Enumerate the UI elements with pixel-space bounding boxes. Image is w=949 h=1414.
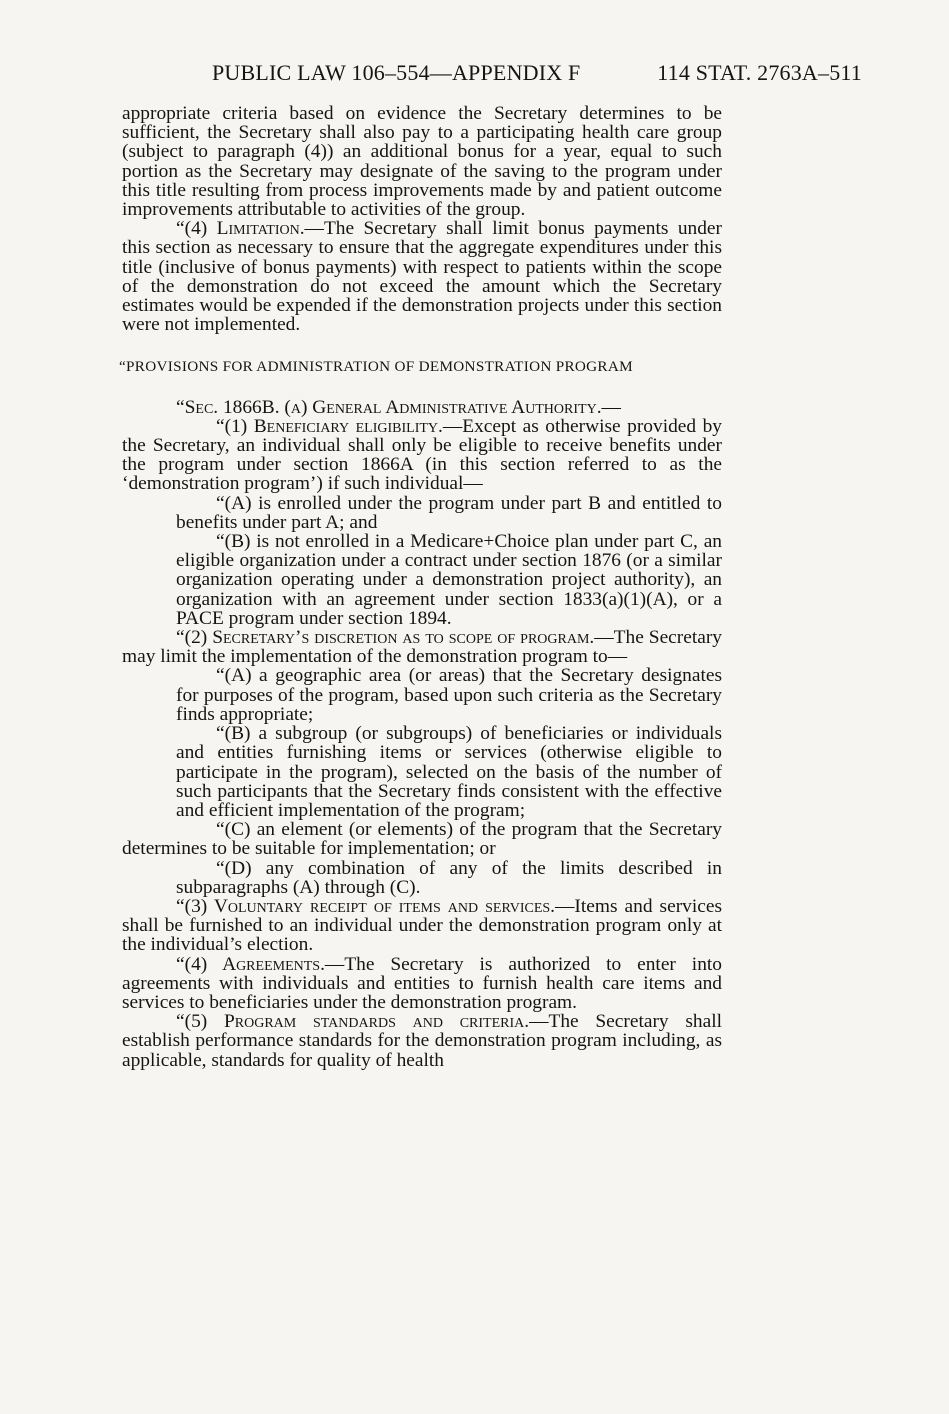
voluntary-receipt-text: Items and services shall be furnished to an individual under the demonstration program only at the individual’s election. [122, 895, 722, 956]
section-1866b [122, 398, 722, 417]
agreements-text: The Secretary is authorized to enter into agreements with individuals and entities to furnish health care items and services to beneficiaries under the demonstration program. [122, 953, 722, 1013]
secretary-discretion-heading: “(2) Secretary’s discretion as to scope of program.— [176, 627, 614, 649]
section-heading: “PROVISIONS FOR ADMINISTRATION OF DEMONSTRATION PROGRAM [119, 358, 633, 376]
section-number: “Sec. 1866B. (a) [176, 396, 313, 418]
subparagraph-1b: “(B) is not enrolled in a Medicare+Choice plan under part C, an eligible organization under a contract under section 1876 (or a similar organization operating under a demonstration project authority), an organization with an agreement under section 1833(a)(1)(A), or a PACE program under section 1894. [176, 531, 722, 629]
header-title: PUBLIC LAW 106–554—APPENDIX F [212, 60, 581, 85]
paragraph-limitation [122, 219, 722, 334]
limitation-heading: “(4) Limitation.— [176, 218, 324, 240]
program-standards-heading: “(5) Program standards and criteria.— [176, 1011, 549, 1033]
paragraph-secretary-discretion [122, 628, 722, 666]
program-standards-text: The Secretary shall establish performance standards for the demonstration program including, as applicable, standards for quality of health [122, 1011, 722, 1071]
subparagraph-2b: “(B) a subgroup (or subgroups) of beneficiaries or individuals and entities furnishing items or services (otherwise eligible to participate in the program), selected on the basis of the number of such participants that the Secretary finds consistent with the effective and efficient implementation of the program; [176, 723, 722, 821]
subparagraph-2a: “(A) a geographic area (or areas) that the Secretary designates for purposes of the program, based upon such criteria as the Secretary finds appropriate; [176, 665, 722, 725]
document-body [119, 103, 723, 1071]
subparagraph-2d: “(D) any combination of any of the limits described in subparagraphs (A) through (C). [176, 857, 722, 898]
paragraph-continuation: appropriate criteria based on evidence the Secretary determines to be sufficient, the Secretary shall also pay to a participating health care group (subject to paragraph (4)) an additional bonus for a year, equal to such portion as the Secretary may designate of the saving to the program under this title resulting from process improvements made by and patient outcome improvements attributable to activities of the group. [122, 103, 722, 221]
section-subheading: General Administrative Authority.— [312, 396, 621, 418]
limitation-text: The Secretary shall limit bonus payments under this section as necessary to ensure that the aggregate expenditures under this title (inclusive of bonus payments) with respect to patients within the scope of the demonstration do not exceed the amount which the Secretary estimates would be expended if the demonstration projects under this section were not implemented. [122, 218, 722, 336]
paragraph-voluntary-receipt [122, 897, 722, 955]
subparagraph-2c: “(C) an element (or elements) of the program that the Secretary determines to be suitable for implementation; or [122, 819, 722, 860]
voluntary-receipt-heading: “(3) Voluntary receipt of items and services.— [176, 895, 575, 917]
beneficiary-eligibility-text: Except as otherwise provided by the Secretary, an individual shall only be eligible to receive benefits under the program under section 1866A (in this section referred to as the ‘demonstration program’) if such individual— [122, 415, 722, 495]
subparagraph-1a: “(A) is enrolled under the program under part B and entitled to benefits under part A; and [176, 492, 722, 533]
beneficiary-eligibility-heading: “(1) Beneficiary eligibility.— [216, 415, 463, 437]
agreements-heading: “(4) Agreements.— [176, 953, 345, 975]
paragraph-program-standards [122, 1012, 722, 1070]
paragraph-beneficiary-eligibility [122, 417, 722, 494]
secretary-discretion-text: The Secretary may limit the implementation of the demonstration program to— [122, 627, 723, 668]
page-header [212, 60, 862, 86]
paragraph-agreements [122, 955, 722, 1013]
header-stat-citation: 114 STAT. 2763A–511 [657, 60, 862, 85]
